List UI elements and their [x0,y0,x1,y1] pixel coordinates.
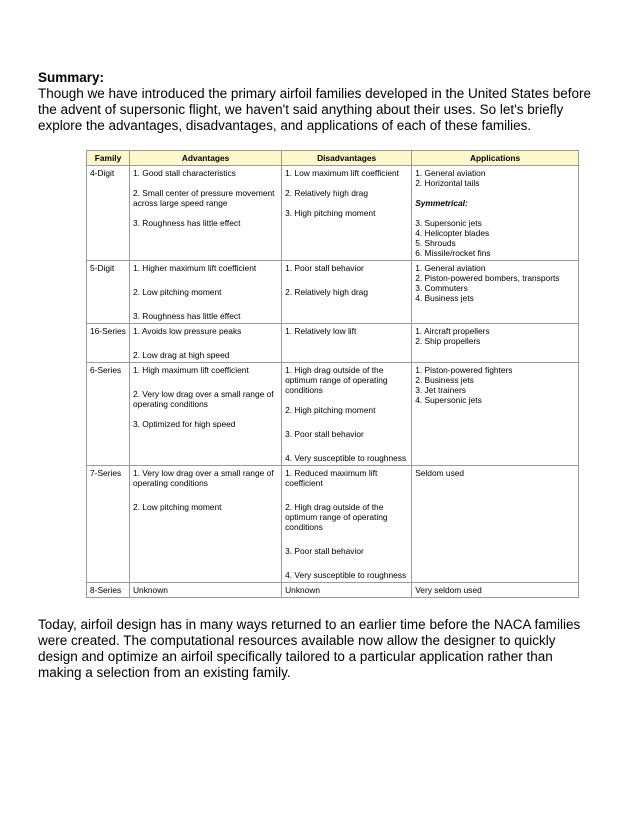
list-item: 1. High maximum lift coefficient [133,365,249,375]
disadvantages-cell [282,583,412,598]
applications-cell [412,166,579,261]
list-item: 3. Jet trainers [415,385,466,395]
list-item: 1. Low maximum lift coefficient [285,168,399,178]
advantages-cell [130,466,282,583]
list-item: 4. Supersonic jets [415,395,482,405]
list-item: 3. Poor stall behavior [285,546,364,556]
family-cell: 5-Digit [87,261,130,324]
list-item: Unknown [133,585,168,595]
list-item: 3. High pitching moment [285,208,376,218]
disadvantages-cell [282,324,412,363]
applications-cell [412,583,579,598]
list-item: 3. Supersonic jets [415,218,482,228]
advantages-cell [130,583,282,598]
list-item: 1. Good stall characteristics [133,168,236,178]
list-item: 1. Avoids low pressure peaks [133,326,242,336]
list-item: 1. Poor stall behavior [285,263,364,273]
list-item: 1. High drag outside of the optimum range of operating conditions [285,365,388,395]
airfoil-families-table [86,150,579,598]
family-cell: 8-Series [87,583,130,598]
applications-cell [412,466,579,583]
applications-cell [412,261,579,324]
summary-heading: Summary: [38,70,105,85]
family-cell: 4-Digit [87,166,130,261]
list-item: 2. Piston-powered bombers, transports [415,273,560,283]
applications-cell [412,363,579,466]
advantages-cell [130,166,282,261]
closing-paragraph: Today, airfoil design has in many ways returned to an earlier time before the NACA families were created. The computational resources available now allow the designer to quickly design and optimize an airfoil specifically tailored to a particular application rather than making a selection from an existing family. [38,617,581,680]
disadvantages-cell [282,466,412,583]
symmetrical-label: Symmetrical: [415,198,468,208]
header-family: Family [87,151,130,166]
list-item: Seldom used [415,468,465,478]
list-item: 2. Ship propellers [415,336,481,346]
list-item: 4. Very susceptible to roughness [285,570,407,580]
list-item: 3. Commuters [415,283,468,293]
list-item: 1. Piston-powered fighters [415,365,513,375]
applications-cell [412,324,579,363]
list-item: 3. Poor stall behavior [285,429,364,439]
list-item: 1. Very low drag over a small range of operating conditions [133,468,274,488]
list-item: 1. General aviation [415,263,486,273]
family-cell: 16-Series [87,324,130,363]
advantages-cell [130,261,282,324]
list-item: 2. High pitching moment [285,405,376,415]
disadvantages-cell [282,261,412,324]
header-advantages: Advantages [130,151,282,166]
list-item: 1. Relatively low lift [285,326,357,336]
list-item: 2. Relatively high drag [285,287,368,297]
disadvantages-cell [282,166,412,261]
list-item: Very seldom used [415,585,482,595]
table-row [87,324,579,363]
list-item: 2. Small center of pressure movement across large speed range [133,188,275,208]
list-item: 2. Low pitching moment [133,287,222,297]
table-row [87,466,579,583]
list-item: 4. Very susceptible to roughness [285,453,407,463]
list-item: 5. Shrouds [415,238,456,248]
advantages-cell [130,363,282,466]
header-applications: Applications [412,151,579,166]
document-page [38,70,598,681]
family-cell: 6-Series [87,363,130,466]
table-row [87,583,579,598]
list-item: 2. Relatively high drag [285,188,368,198]
list-item: 6. Missile/rocket fins [415,248,491,258]
list-item: 2. Horizontal tails [415,178,480,188]
list-item: 3. Roughness has little effect [133,311,241,321]
list-item: 1. General aviation [415,168,486,178]
list-item: Unknown [285,585,321,595]
list-item: 1. Aircraft propellers [415,326,490,336]
list-item: 4. Helicopter blades [415,228,490,238]
list-item: 1. Higher maximum lift coefficient [133,263,257,273]
table-row [87,363,579,466]
list-item: 1. Reduced maximum lift coefficient [285,468,378,488]
header-disadvantages: Disadvantages [282,151,412,166]
list-item: 2. Low drag at high speed [133,350,230,360]
advantages-cell [130,324,282,363]
list-item: 3. Optimized for high speed [133,419,236,429]
list-item: 2. High drag outside of the optimum range of operating conditions [285,502,388,532]
family-cell: 7-Series [87,466,130,583]
list-item: 3. Roughness has little effect [133,218,241,228]
intro-paragraph: Though we have introduced the primary airfoil families developed in the United States before the advent of supersonic flight, we haven't said anything about their uses. So let's briefly explore the advantages, disadvantages, and applications of each of these families. [38,86,592,133]
table-header-row [87,151,579,166]
table-row [87,261,579,324]
table-row [87,166,579,261]
list-item: 2. Very low drag over a small range of operating conditions [133,389,274,409]
disadvantages-cell [282,363,412,466]
list-item: 2. Low pitching moment [133,502,222,512]
list-item: 4. Business jets [415,293,474,303]
list-item: 2. Business jets [415,375,474,385]
